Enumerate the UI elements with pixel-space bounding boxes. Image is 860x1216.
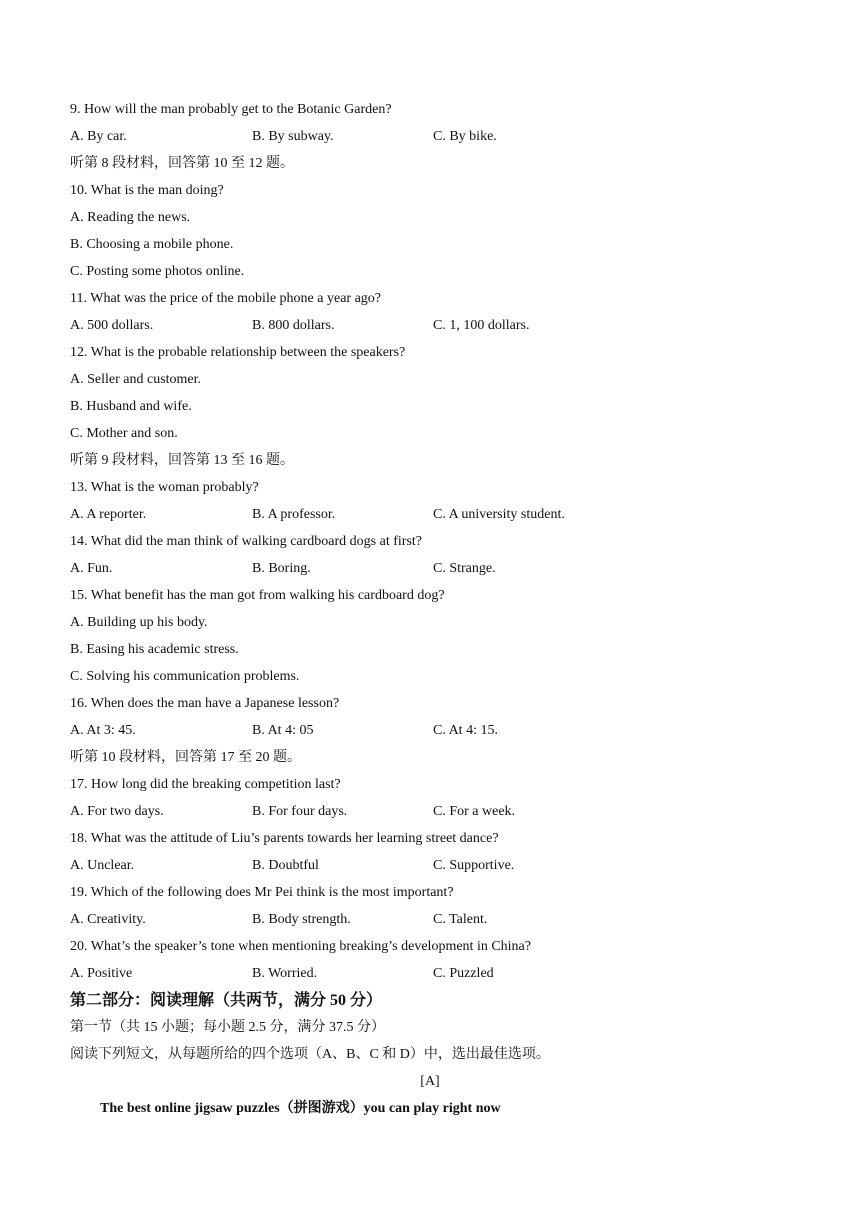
option-c: C. Solving his communication problems. (70, 669, 300, 684)
question-17: 17. How long did the breaking competition last? (70, 777, 341, 792)
question-16: 16. When does the man have a Japanese lesson? (70, 696, 340, 711)
question-14-options (70, 555, 810, 582)
option-a: A. Reading the news. (70, 210, 191, 225)
option-c: C. By bike. (433, 129, 497, 144)
option-c: C. Puzzled (433, 966, 494, 981)
option-c: C. At 4: 15. (433, 723, 498, 738)
question-11-options (70, 312, 810, 339)
option-c: C. A university student. (433, 507, 565, 522)
option-b: B. Boring. (252, 561, 311, 576)
option-b: B. At 4: 05 (252, 723, 314, 738)
question-16-options (70, 717, 810, 744)
option-b: B. Choosing a mobile phone. (70, 237, 234, 252)
option-a: A. Unclear. (70, 858, 135, 873)
option-b: B. By subway. (252, 129, 334, 144)
question-19-options (70, 906, 810, 933)
page-content (70, 96, 810, 1122)
option-a: A. 500 dollars. (70, 318, 154, 333)
option-c: C. For a week. (433, 804, 516, 819)
question-15: 15. What benefit has the man got from walking his cardboard dog? (70, 588, 445, 603)
question-12: 12. What is the probable relationship between the speakers? (70, 345, 406, 360)
question-17-options (70, 798, 810, 825)
option-a: A. A reporter. (70, 507, 147, 522)
option-c: C. Posting some photos online. (70, 264, 245, 279)
instruction-section-10: 听第 10 段材料，回答第 17 至 20 题。 (70, 750, 301, 765)
question-9-options (70, 123, 810, 150)
instruction-section-8: 听第 8 段材料，回答第 10 至 12 题。 (70, 156, 294, 171)
option-c: C. 1, 100 dollars. (433, 318, 530, 333)
option-a: A. At 3: 45. (70, 723, 136, 738)
option-b: B. 800 dollars. (252, 318, 335, 333)
question-13-options (70, 501, 810, 528)
option-a: A. Fun. (70, 561, 113, 576)
option-b: B. Worried. (252, 966, 318, 981)
question-11: 11. What was the price of the mobile phone a year ago? (70, 291, 381, 306)
reading-directions: 阅读下列短文，从每题所给的四个选项（A、B、C 和 D）中，选出最佳选项。 (70, 1047, 550, 1062)
question-18: 18. What was the attitude of Liu’s parents towards her learning street dance? (70, 831, 499, 846)
question-20: 20. What’s the speaker’s tone when mentioning breaking’s development in China? (70, 939, 531, 954)
option-b: B. Body strength. (252, 912, 351, 927)
question-14: 14. What did the man think of walking cardboard dogs at first? (70, 534, 422, 549)
question-19: 19. Which of the following does Mr Pei think is the most important? (70, 885, 454, 900)
option-c: C. Supportive. (433, 858, 515, 873)
instruction-section-9: 听第 9 段材料，回答第 13 至 16 题。 (70, 453, 294, 468)
question-13: 13. What is the woman probably? (70, 480, 259, 495)
option-a: A. By car. (70, 129, 127, 144)
option-a: A. For two days. (70, 804, 164, 819)
passage-title: The best online jigsaw puzzles（拼图游戏）you can play right now (100, 1101, 501, 1116)
option-b: B. Husband and wife. (70, 399, 192, 414)
option-a: A. Building up his body. (70, 615, 208, 630)
option-b: B. A professor. (252, 507, 336, 522)
question-9: 9. How will the man probably get to the Botanic Garden? (70, 102, 392, 117)
question-20-options (70, 960, 810, 987)
part-two-title: 第二部分：阅读理解（共两节，满分 50 分） (70, 992, 383, 1009)
option-a: A. Positive (70, 966, 133, 981)
option-b: B. For four days. (252, 804, 348, 819)
option-c: C. Mother and son. (70, 426, 178, 441)
option-c: C. Strange. (433, 561, 496, 576)
question-18-options (70, 852, 810, 879)
question-10: 10. What is the man doing? (70, 183, 224, 198)
option-b: B. Doubtful (252, 858, 319, 873)
option-a: A. Seller and customer. (70, 372, 202, 387)
option-a: A. Creativity. (70, 912, 146, 927)
section-one-heading: 第一节（共 15 小题；每小题 2.5 分，满分 37.5 分） (70, 1020, 385, 1035)
option-b: B. Easing his academic stress. (70, 642, 239, 657)
option-c: C. Talent. (433, 912, 488, 927)
passage-label: [A] (420, 1074, 440, 1089)
